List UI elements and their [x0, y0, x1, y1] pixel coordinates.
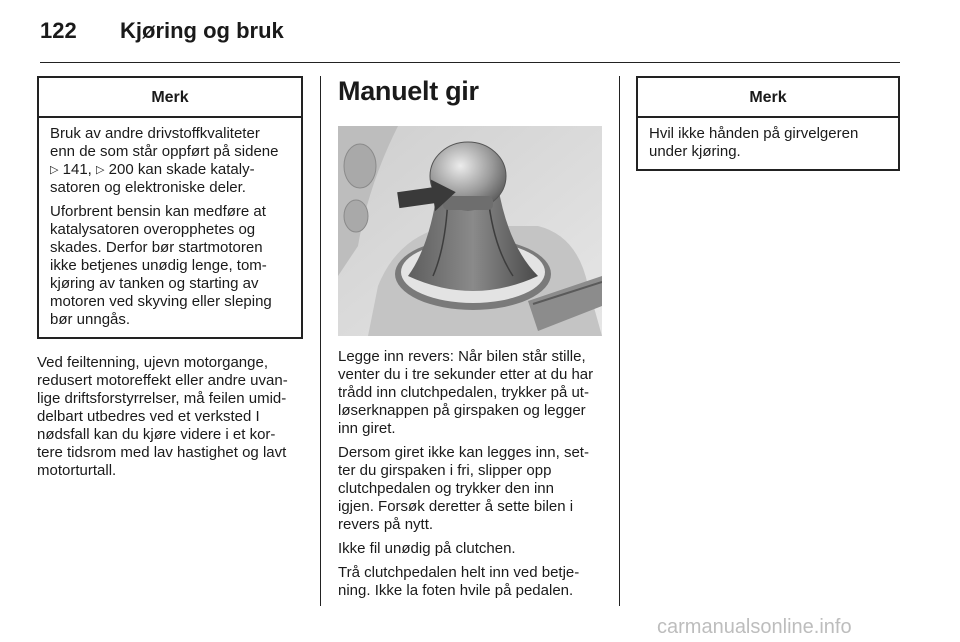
text-line: satoren og elektroniske deler. [50, 179, 246, 196]
text-line: katalysatoren overopphetes og [50, 221, 256, 238]
text-line: venter du i tre sekunder etter at du har [338, 366, 594, 383]
text-line: inn giret. [338, 420, 396, 437]
text-line: Hvil ikke hånden på girvelgeren [649, 125, 859, 142]
text-line: enn de som står oppført på sidene [50, 143, 279, 160]
note-paragraph-2 [50, 203, 292, 329]
page-ref-141[interactable]: 141, [62, 161, 92, 178]
text-line: clutchpedalen og trykker den inn [338, 480, 554, 497]
text-line: delbart utbedres ved et verksted I [37, 408, 260, 425]
paragraph-retry [338, 444, 604, 534]
gear-shift-photo [338, 126, 602, 336]
text-line: motoren ved skyving eller sleping [50, 293, 272, 310]
note-heading: Merk [638, 78, 898, 118]
page-number: 122 [40, 18, 77, 43]
paragraph-clutch [338, 540, 604, 558]
note-body [39, 118, 301, 337]
text-line: skades. Derfor bør startmotoren [50, 239, 263, 256]
paragraph-pedal [338, 564, 604, 600]
text-line: under kjøring. [649, 143, 741, 160]
text-line: ter du girspaken i fri, slipper opp [338, 462, 552, 479]
text-line: Bruk av andre drivstoffkvaliteter [50, 125, 260, 142]
reverse-instructions [338, 348, 604, 600]
text-line: Ved feiltenning, ujevn motorgange, [37, 354, 268, 371]
left-column [37, 76, 303, 486]
section-title-header: Kjøring og bruk [120, 18, 284, 43]
text-line: bør unngås. [50, 311, 131, 328]
text-line: lige driftsforstyrrelser, må feilen umid- [37, 390, 287, 407]
text-line: ikke betjenes unødig lenge, tom- [50, 257, 267, 274]
text-line: kjøring av tanken og starting av [50, 275, 259, 292]
note-heading: Merk [39, 78, 301, 118]
column-divider-1 [320, 76, 321, 606]
text-line: trådd inn clutchpedalen, trykker på ut- [338, 384, 589, 401]
paragraph-reverse [338, 348, 604, 438]
note-body [638, 118, 898, 169]
text-line: tere tidsrom med lav hastighet og lavt [37, 444, 287, 461]
triangle-right-icon[interactable]: ▷ [50, 164, 59, 176]
text-line: Dersom giret ikke kan legges inn, set- [338, 444, 589, 461]
watermark-text: carmanualsonline.info [657, 616, 852, 638]
right-column [636, 76, 900, 171]
text-line: igjen. Forsøk deretter å sette bilen i [338, 498, 574, 515]
text-line: ning. Ikke la foten hvile på pedalen. [338, 582, 574, 599]
text-line: redusert motoreffekt eller andre uvan- [37, 372, 288, 389]
text-line: motorturtall. [37, 462, 117, 479]
page-header [40, 18, 284, 44]
header-divider [40, 62, 900, 63]
section-heading: Manuelt gir [338, 76, 479, 106]
text-line: revers på nytt. [338, 516, 434, 533]
text-line: Trå clutchpedalen helt inn ved betje- [338, 564, 580, 581]
page-ref-200[interactable]: 200 kan skade kataly- [108, 161, 255, 178]
note-box-fuel [37, 76, 303, 339]
text-line: Ikke fil unødig på clutchen. [338, 540, 516, 557]
text-line: løserknappen på girspaken og legger [338, 402, 586, 419]
text-line: Uforbrent bensin kan medføre at [50, 203, 266, 220]
middle-column [338, 76, 604, 606]
text-line: Legge inn revers: Når bilen står stille, [338, 348, 586, 365]
note-paragraph [649, 125, 889, 161]
column-divider-2 [619, 76, 620, 606]
note-box-hand [636, 76, 900, 171]
triangle-right-icon[interactable]: ▷ [96, 164, 105, 176]
misfire-paragraph [37, 354, 303, 480]
text-line: nødsfall kan du kjøre videre i et kor- [37, 426, 276, 443]
note-paragraph-1 [50, 125, 292, 197]
